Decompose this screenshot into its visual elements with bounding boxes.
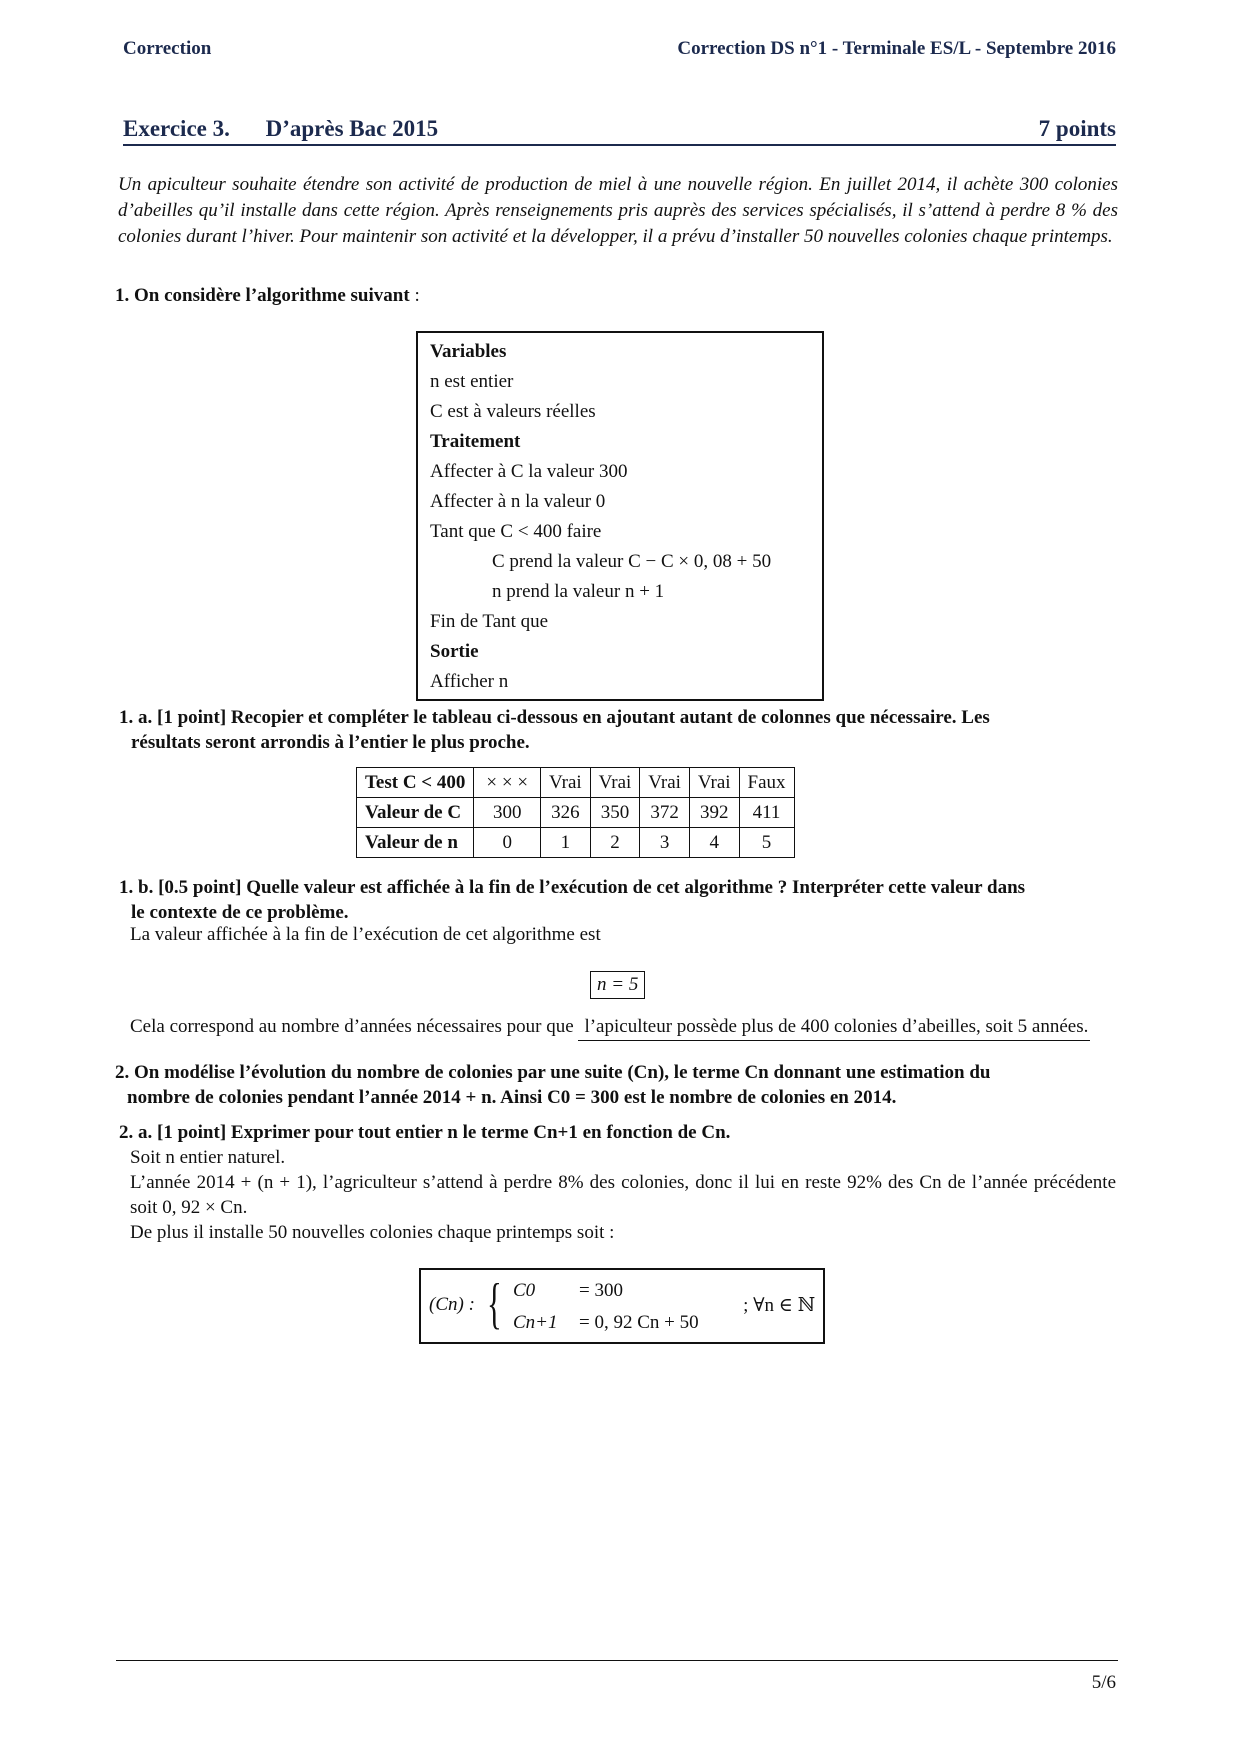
table-cell: 350 xyxy=(590,798,640,828)
table-cell: 2 xyxy=(590,828,640,858)
question-1-colon: : xyxy=(409,285,420,306)
sequence-row2-left: Cn+1 xyxy=(513,1312,558,1333)
row-label-n: Valeur de n xyxy=(357,828,474,858)
table-row xyxy=(357,768,795,798)
table-row xyxy=(357,798,795,828)
question-2a-p3: De plus il installe 50 nouvelles colonies chaque printemps soit : xyxy=(130,1222,615,1243)
question-1b xyxy=(119,875,1116,925)
algo-var1: n est entier xyxy=(430,371,514,392)
left-brace-icon: { xyxy=(487,1273,502,1335)
algo-line4: C prend la valeur C − C × 0, 08 + 50 xyxy=(492,551,772,572)
header-left: Correction xyxy=(123,38,212,59)
algo-line2: Affecter à n la valeur 0 xyxy=(430,491,606,512)
table-cell: 4 xyxy=(689,828,739,858)
algorithm-box xyxy=(416,331,824,701)
algo-treatment-title: Traitement xyxy=(430,431,521,452)
table-cell: Vrai xyxy=(689,768,739,798)
algo-output-title: Sortie xyxy=(430,641,479,662)
question-1b-line1: 1. b. [0.5 point] Quelle valeur est affichée à la fin de l’exécution de cet algorithme ? Interpréter cette valeur dans xyxy=(119,877,1026,898)
sequence-row2-right: = 0, 92 Cn + 50 xyxy=(579,1312,699,1333)
question-2a-title: 2. a. [1 point] Exprimer pour tout entier n le terme Cn+1 en fonction de Cn. xyxy=(119,1122,731,1143)
question-1-label: 1. On considère l’algorithme suivant xyxy=(115,285,410,306)
algo-line5: n prend la valeur n + 1 xyxy=(492,581,665,602)
table-cell: 5 xyxy=(739,828,794,858)
table-cell: 3 xyxy=(640,828,690,858)
sequence-definition-box xyxy=(419,1268,825,1344)
algo-line6: Fin de Tant que xyxy=(430,611,549,632)
row-label-c: Valeur de C xyxy=(357,798,474,828)
exercise-intro: Un apiculteur souhaite étendre son activité de production de miel à une nouvelle région. En juillet 2014, il achète 300 colonies d’abeilles qu’il installe dans cette région. Après renseignements pris auprès des services spécialisés, il s’attend à perdre 8 % des colonies durant l’hiver. Pour maintenir son activité et la développer, il a prévu d’installer 50 nouvelles colonies chaque printemps. xyxy=(118,174,1118,247)
sequence-forall: ; ∀n ∈ ℕ xyxy=(743,1295,815,1316)
table-cell: 372 xyxy=(640,798,690,828)
table-cell: 392 xyxy=(689,798,739,828)
sequence-label: (Cn) : xyxy=(429,1294,475,1315)
table-row xyxy=(357,828,795,858)
exercise-source: D’après Bac 2015 xyxy=(265,116,439,141)
header-right: Correction DS n°1 - Terminale ES/L - Septembre 2016 xyxy=(677,38,1116,59)
question-1a xyxy=(119,705,1116,755)
sequence-row1-right: = 300 xyxy=(579,1280,623,1301)
question-1a-line1: 1. a. [1 point] Recopier et compléter le tableau ci-dessous en ajoutant autant de colonnes que nécessaire. Les xyxy=(119,707,990,728)
question-2-line2: nombre de colonies pendant l’année 2014 + n. Ainsi C0 = 300 est le nombre de colonies en 2014. xyxy=(127,1087,897,1108)
boxed-result: n = 5 xyxy=(590,971,645,999)
question-1a-line2: résultats seront arrondis à l’entier le plus proche. xyxy=(131,732,530,753)
answer-1b: La valeur affichée à la fin de l’exécution de cet algorithme est xyxy=(130,924,601,945)
algo-line3: Tant que C < 400 faire xyxy=(430,521,602,542)
exercise-number: Exercice 3. xyxy=(123,116,230,141)
algo-variables-title: Variables xyxy=(430,341,507,362)
interpretation-prefix: Cela correspond au nombre d’années nécessaires pour que xyxy=(130,1016,574,1037)
page-number: 5/6 xyxy=(1091,1672,1116,1693)
exercise-points: 7 points xyxy=(1038,116,1116,141)
question-1b-line2: le contexte de ce problème. xyxy=(131,902,349,923)
question-2a-p1: Soit n entier naturel. xyxy=(130,1147,286,1168)
table-cell: 1 xyxy=(541,828,591,858)
question-2 xyxy=(115,1060,1116,1110)
question-2-line1: 2. On modélise l’évolution du nombre de colonies par une suite (Cn), le terme Cn donnant une estimation du xyxy=(115,1062,991,1083)
interpretation xyxy=(130,1016,1090,1038)
table-cell: 300 xyxy=(474,798,541,828)
sequence-row1-left: C0 xyxy=(513,1280,536,1301)
row-label-test: Test C < 400 xyxy=(357,768,474,798)
table-cell: Vrai xyxy=(640,768,690,798)
question-1 xyxy=(115,285,420,307)
question-2a xyxy=(119,1120,1116,1245)
table-cell: Vrai xyxy=(541,768,591,798)
algo-line7: Afficher n xyxy=(430,671,509,692)
table-cell: 0 xyxy=(474,828,541,858)
interpretation-underlined: l’apiculteur possède plus de 400 colonies d’abeilles, soit 5 années. xyxy=(578,1016,1090,1041)
table-cell: Vrai xyxy=(590,768,640,798)
algo-line1: Affecter à C la valeur 300 xyxy=(430,461,628,482)
table-cell: 326 xyxy=(541,798,591,828)
table-cell: × × × xyxy=(474,768,541,798)
values-table xyxy=(356,767,795,858)
algo-var2: C est à valeurs réelles xyxy=(430,401,596,422)
table-cell: Faux xyxy=(739,768,794,798)
footer-divider xyxy=(116,1660,1118,1661)
table-cell: 411 xyxy=(739,798,794,828)
exercise-title xyxy=(123,116,1116,146)
question-2a-p2: L’année 2014 + (n + 1), l’agriculteur s’attend à perdre 8% des colonies, donc il lui en reste 92% des Cn de l’année précédente soit 0, 92 × Cn. xyxy=(130,1172,1116,1218)
